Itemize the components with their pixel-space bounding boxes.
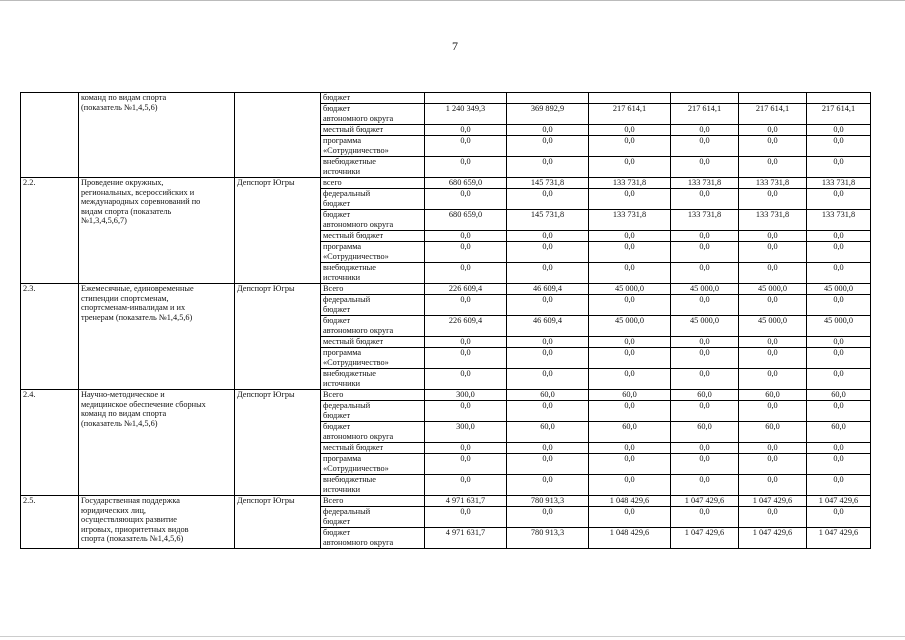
amount-cell: 1 047 429,6: [671, 496, 739, 507]
item-number: 2.5.: [21, 496, 79, 549]
amount-cell: 133 731,8: [671, 210, 739, 231]
amount-cell: 0,0: [589, 189, 671, 210]
amount-cell: 0,0: [807, 348, 871, 369]
amount-cell: 0,0: [507, 443, 589, 454]
amount-cell: 0,0: [425, 443, 507, 454]
amount-cell: 0,0: [807, 443, 871, 454]
funding-source: бюджет автономного округа: [321, 422, 425, 443]
funding-source: Всего: [321, 390, 425, 401]
item-name: Проведение окружных, региональных, всероссийских и международных соревнований по видам спорта (показатель №1,3,4,5,6,7): [79, 178, 235, 284]
amount-cell: 133 731,8: [739, 178, 807, 189]
item-number: [21, 93, 79, 178]
amount-cell: 0,0: [425, 136, 507, 157]
item-name: команд по видам спорта (показатель №1,4,5,6): [79, 93, 235, 178]
amount-cell: 0,0: [739, 443, 807, 454]
item-name: Ежемесячные, единовременные стипендии спортсменам, спортсменам-инвалидам и их тренерам (показатель №1,4,5,6): [79, 284, 235, 390]
amount-cell: 0,0: [589, 475, 671, 496]
amount-cell: 0,0: [425, 189, 507, 210]
amount-cell: 0,0: [807, 401, 871, 422]
funding-source: Всего: [321, 284, 425, 295]
amount-cell: 0,0: [671, 263, 739, 284]
responsible-executor: Депспорт Югры: [235, 390, 321, 496]
amount-cell: 0,0: [739, 507, 807, 528]
amount-cell: 226 609,4: [425, 284, 507, 295]
amount-cell: 0,0: [589, 242, 671, 263]
amount-cell: 133 731,8: [589, 178, 671, 189]
amount-cell: 45 000,0: [807, 284, 871, 295]
amount-cell: 0,0: [507, 157, 589, 178]
amount-cell: 133 731,8: [589, 210, 671, 231]
item-name: Научно-методическое и медицинское обеспечение сборных команд по видам спорта (показатель №1,4,5,6): [79, 390, 235, 496]
amount-cell: 0,0: [739, 454, 807, 475]
amount-cell: 1 048 429,6: [589, 496, 671, 507]
amount-cell: 0,0: [589, 125, 671, 136]
amount-cell: 45 000,0: [739, 284, 807, 295]
budget-table: [20, 92, 871, 549]
amount-cell: 0,0: [507, 337, 589, 348]
amount-cell: 60,0: [739, 390, 807, 401]
funding-source: внебюджетные источники: [321, 263, 425, 284]
scan-edge-top: [0, 0, 905, 1]
amount-cell: 226 609,4: [425, 316, 507, 337]
amount-cell: 1 240 349,3: [425, 104, 507, 125]
funding-source: федеральный бюджет: [321, 189, 425, 210]
table-row: [21, 390, 871, 401]
item-number: 2.4.: [21, 390, 79, 496]
amount-cell: 0,0: [807, 136, 871, 157]
amount-cell: 680 659,0: [425, 210, 507, 231]
amount-cell: [507, 93, 589, 104]
amount-cell: 0,0: [507, 242, 589, 263]
amount-cell: 0,0: [589, 348, 671, 369]
amount-cell: 0,0: [807, 157, 871, 178]
amount-cell: 0,0: [507, 136, 589, 157]
amount-cell: 0,0: [739, 401, 807, 422]
page-number: 7: [452, 39, 458, 53]
amount-cell: 369 892,9: [507, 104, 589, 125]
amount-cell: 0,0: [589, 507, 671, 528]
amount-cell: 0,0: [739, 348, 807, 369]
funding-source: программа «Сотрудничество»: [321, 242, 425, 263]
amount-cell: 0,0: [807, 125, 871, 136]
responsible-executor: Депспорт Югры: [235, 496, 321, 549]
amount-cell: 45 000,0: [671, 284, 739, 295]
funding-source: внебюджетные источники: [321, 369, 425, 390]
responsible-executor: [235, 93, 321, 178]
amount-cell: 133 731,8: [807, 178, 871, 189]
amount-cell: 0,0: [507, 263, 589, 284]
amount-cell: 0,0: [425, 337, 507, 348]
funding-source: бюджет автономного округа: [321, 104, 425, 125]
funding-source: федеральный бюджет: [321, 401, 425, 422]
amount-cell: 0,0: [589, 337, 671, 348]
amount-cell: 780 913,3: [507, 528, 589, 549]
funding-source: местный бюджет: [321, 443, 425, 454]
amount-cell: 217 614,1: [671, 104, 739, 125]
table-row: [21, 178, 871, 189]
amount-cell: 0,0: [425, 401, 507, 422]
amount-cell: 0,0: [425, 454, 507, 475]
amount-cell: 46 609,4: [507, 284, 589, 295]
amount-cell: 217 614,1: [589, 104, 671, 125]
amount-cell: 0,0: [425, 242, 507, 263]
amount-cell: 217 614,1: [807, 104, 871, 125]
funding-source: бюджет автономного округа: [321, 528, 425, 549]
responsible-executor: Депспорт Югры: [235, 284, 321, 390]
amount-cell: 45 000,0: [589, 284, 671, 295]
amount-cell: 60,0: [807, 390, 871, 401]
amount-cell: 0,0: [425, 507, 507, 528]
amount-cell: 133 731,8: [807, 210, 871, 231]
amount-cell: 0,0: [807, 295, 871, 316]
funding-source: всего: [321, 178, 425, 189]
amount-cell: 4 971 631,7: [425, 496, 507, 507]
amount-cell: 0,0: [807, 263, 871, 284]
amount-cell: [807, 93, 871, 104]
amount-cell: 60,0: [507, 390, 589, 401]
amount-cell: 60,0: [589, 390, 671, 401]
table-row: [21, 284, 871, 295]
amount-cell: 145 731,8: [507, 210, 589, 231]
amount-cell: 0,0: [425, 475, 507, 496]
amount-cell: 0,0: [739, 337, 807, 348]
funding-source: бюджет автономного округа: [321, 210, 425, 231]
amount-cell: 45 000,0: [671, 316, 739, 337]
amount-cell: 0,0: [589, 369, 671, 390]
funding-source: Всего: [321, 496, 425, 507]
amount-cell: 0,0: [671, 136, 739, 157]
amount-cell: [671, 93, 739, 104]
amount-cell: 780 913,3: [507, 496, 589, 507]
amount-cell: 300,0: [425, 422, 507, 443]
amount-cell: 1 047 429,6: [739, 528, 807, 549]
amount-cell: 300,0: [425, 390, 507, 401]
table-row: [21, 496, 871, 507]
amount-cell: 0,0: [807, 369, 871, 390]
amount-cell: 0,0: [589, 401, 671, 422]
amount-cell: 45 000,0: [739, 316, 807, 337]
amount-cell: 45 000,0: [589, 316, 671, 337]
amount-cell: [589, 93, 671, 104]
amount-cell: 0,0: [671, 443, 739, 454]
amount-cell: 217 614,1: [739, 104, 807, 125]
amount-cell: 0,0: [739, 125, 807, 136]
amount-cell: 60,0: [671, 422, 739, 443]
amount-cell: 0,0: [671, 507, 739, 528]
amount-cell: 0,0: [425, 263, 507, 284]
amount-cell: 0,0: [807, 231, 871, 242]
amount-cell: 0,0: [671, 401, 739, 422]
amount-cell: 133 731,8: [671, 178, 739, 189]
amount-cell: 60,0: [671, 390, 739, 401]
amount-cell: 0,0: [425, 125, 507, 136]
amount-cell: 0,0: [507, 348, 589, 369]
amount-cell: 60,0: [807, 422, 871, 443]
amount-cell: 0,0: [507, 507, 589, 528]
amount-cell: 60,0: [507, 422, 589, 443]
amount-cell: 0,0: [807, 507, 871, 528]
amount-cell: 0,0: [425, 369, 507, 390]
amount-cell: 0,0: [507, 231, 589, 242]
amount-cell: [739, 93, 807, 104]
amount-cell: 0,0: [425, 348, 507, 369]
amount-cell: 46 609,4: [507, 316, 589, 337]
amount-cell: 0,0: [425, 157, 507, 178]
amount-cell: 1 048 429,6: [589, 528, 671, 549]
amount-cell: 0,0: [589, 263, 671, 284]
amount-cell: 133 731,8: [739, 210, 807, 231]
amount-cell: [425, 93, 507, 104]
amount-cell: 0,0: [739, 263, 807, 284]
item-name: Государственная поддержка юридических лиц, осуществляющих развитие игровых, приоритетных видов спорта (показатель №1,4,5,6): [79, 496, 235, 549]
funding-source: федеральный бюджет: [321, 507, 425, 528]
amount-cell: 0,0: [671, 348, 739, 369]
funding-source: местный бюджет: [321, 125, 425, 136]
amount-cell: 0,0: [507, 295, 589, 316]
amount-cell: 145 731,8: [507, 178, 589, 189]
amount-cell: 0,0: [807, 454, 871, 475]
funding-source: федеральный бюджет: [321, 295, 425, 316]
amount-cell: 0,0: [739, 475, 807, 496]
amount-cell: 0,0: [739, 189, 807, 210]
amount-cell: 60,0: [589, 422, 671, 443]
table-row: [21, 93, 871, 104]
amount-cell: 0,0: [425, 295, 507, 316]
amount-cell: 0,0: [507, 189, 589, 210]
amount-cell: 0,0: [507, 454, 589, 475]
amount-cell: 0,0: [507, 475, 589, 496]
amount-cell: 0,0: [671, 337, 739, 348]
amount-cell: 0,0: [425, 231, 507, 242]
amount-cell: 0,0: [807, 475, 871, 496]
amount-cell: 0,0: [807, 189, 871, 210]
amount-cell: 0,0: [589, 157, 671, 178]
amount-cell: 0,0: [739, 231, 807, 242]
amount-cell: 1 047 429,6: [807, 528, 871, 549]
amount-cell: 60,0: [739, 422, 807, 443]
funding-source: внебюджетные источники: [321, 157, 425, 178]
amount-cell: 0,0: [589, 136, 671, 157]
amount-cell: 0,0: [807, 242, 871, 263]
funding-source: программа «Сотрудничество»: [321, 348, 425, 369]
amount-cell: 0,0: [739, 295, 807, 316]
amount-cell: 0,0: [671, 369, 739, 390]
funding-source: местный бюджет: [321, 337, 425, 348]
amount-cell: 0,0: [671, 242, 739, 263]
amount-cell: 1 047 429,6: [671, 528, 739, 549]
amount-cell: 1 047 429,6: [739, 496, 807, 507]
funding-source: внебюджетные источники: [321, 475, 425, 496]
item-number: 2.3.: [21, 284, 79, 390]
amount-cell: 0,0: [671, 189, 739, 210]
amount-cell: 0,0: [589, 231, 671, 242]
funding-source: бюджет автономного округа: [321, 316, 425, 337]
amount-cell: 0,0: [671, 295, 739, 316]
scan-edge-bottom: [0, 636, 905, 637]
amount-cell: 0,0: [589, 454, 671, 475]
funding-source: местный бюджет: [321, 231, 425, 242]
amount-cell: 0,0: [739, 157, 807, 178]
amount-cell: 1 047 429,6: [807, 496, 871, 507]
amount-cell: 0,0: [507, 401, 589, 422]
amount-cell: 0,0: [739, 369, 807, 390]
amount-cell: 0,0: [507, 125, 589, 136]
amount-cell: 45 000,0: [807, 316, 871, 337]
funding-source: программа «Сотрудничество»: [321, 454, 425, 475]
funding-source: программа «Сотрудничество»: [321, 136, 425, 157]
amount-cell: 0,0: [507, 369, 589, 390]
amount-cell: 0,0: [589, 295, 671, 316]
amount-cell: 680 659,0: [425, 178, 507, 189]
amount-cell: 0,0: [671, 231, 739, 242]
funding-source: бюджет: [321, 93, 425, 104]
item-number: 2.2.: [21, 178, 79, 284]
amount-cell: 0,0: [671, 454, 739, 475]
amount-cell: 0,0: [739, 136, 807, 157]
amount-cell: 4 971 631,7: [425, 528, 507, 549]
responsible-executor: Депспорт Югры: [235, 178, 321, 284]
amount-cell: 0,0: [807, 337, 871, 348]
amount-cell: 0,0: [589, 443, 671, 454]
amount-cell: 0,0: [671, 157, 739, 178]
amount-cell: 0,0: [739, 242, 807, 263]
amount-cell: 0,0: [671, 125, 739, 136]
amount-cell: 0,0: [671, 475, 739, 496]
